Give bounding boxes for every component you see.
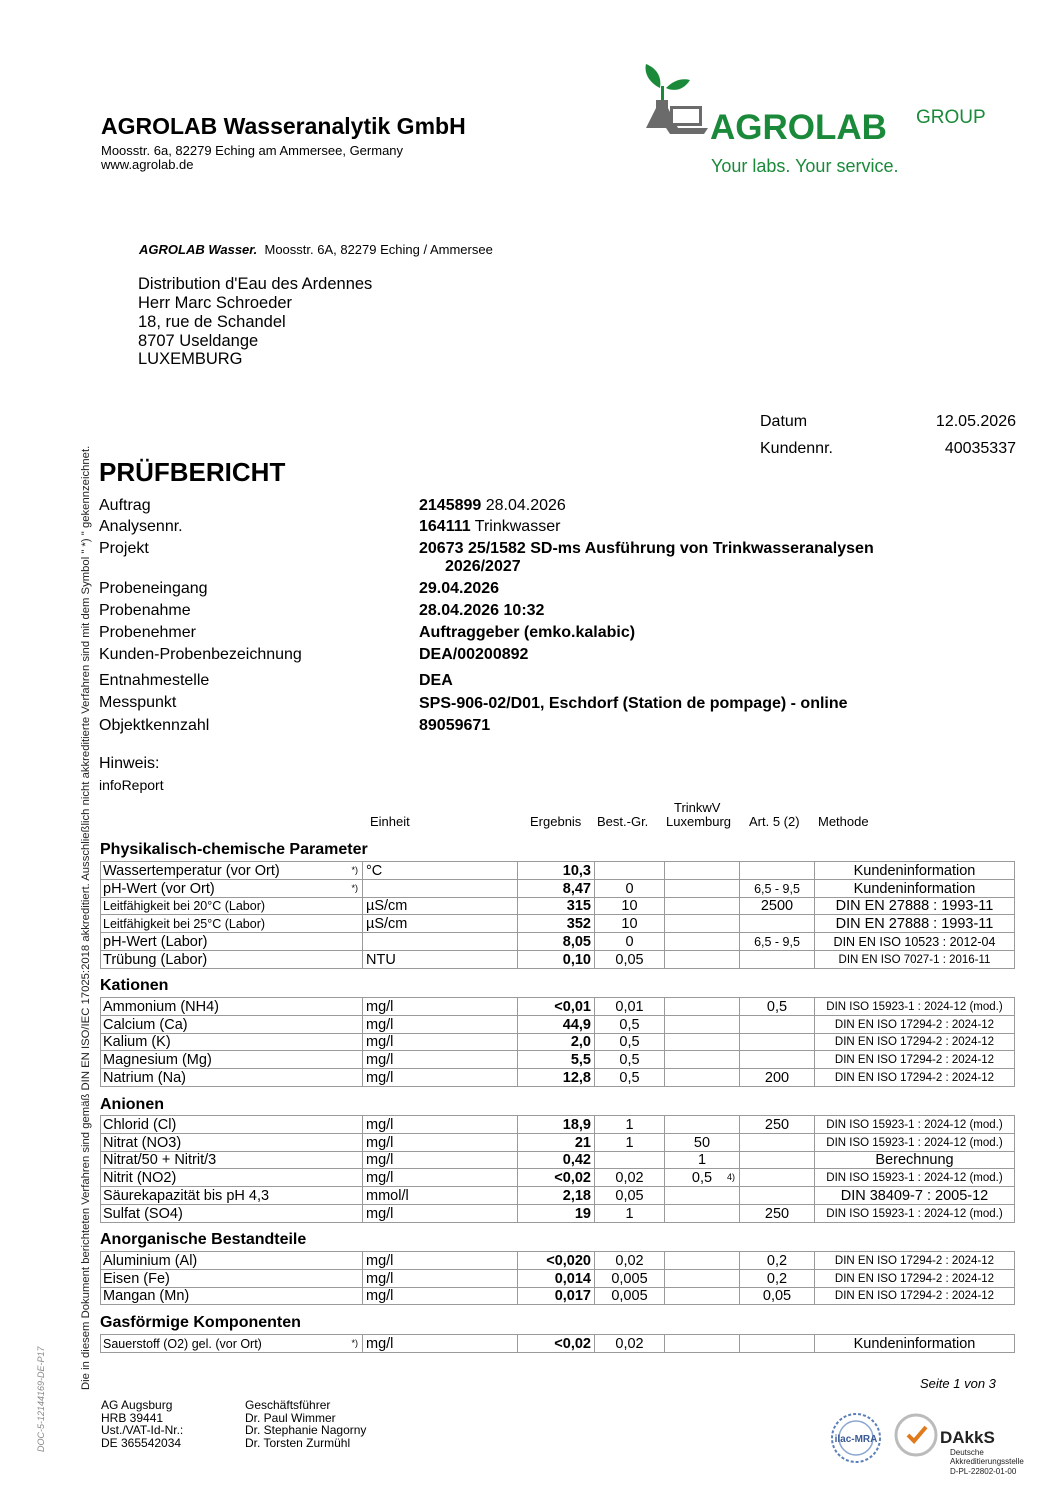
table-anorganische xyxy=(100,1251,1015,1305)
tw-cell xyxy=(665,862,740,880)
result-cell: <0,02 xyxy=(518,1335,595,1353)
project-label: Projekt xyxy=(99,540,149,557)
unit-cell: mg/l xyxy=(363,1133,518,1151)
art-cell xyxy=(740,1187,815,1205)
best-cell xyxy=(595,862,665,880)
table-row xyxy=(101,1335,1015,1353)
method-cell: DIN EN ISO 17294-2 : 2024-12 xyxy=(815,1252,1015,1270)
tw-cell xyxy=(665,1269,740,1287)
result-cell: 10,3 xyxy=(518,862,595,880)
footer-management xyxy=(245,1399,366,1449)
result-cell: 18,9 xyxy=(518,1116,595,1134)
param-name: Natrium (Na) xyxy=(101,1069,363,1087)
footnote-marker: 4) xyxy=(726,1172,735,1183)
tw-cell xyxy=(665,950,740,968)
best-cell: 1 xyxy=(595,1204,665,1222)
param-name: Nitrit (NO2) xyxy=(101,1169,363,1187)
dakks-id: D-PL-22802-01-00 xyxy=(950,1467,1017,1476)
hinweis-value: infoReport xyxy=(99,777,164,793)
table-row xyxy=(101,1252,1015,1270)
tw-cell xyxy=(665,998,740,1016)
footer-register-line: HRB 39441 xyxy=(101,1410,164,1425)
param-name: Mangan (Mn) xyxy=(101,1287,363,1305)
project-line-2: 2026/2027 xyxy=(445,558,521,575)
best-cell: 0,5 xyxy=(595,1069,665,1087)
dakks-name: DAkkS xyxy=(940,1428,995,1447)
art-cell: 0,5 xyxy=(740,998,815,1016)
table-anionen xyxy=(100,1115,1015,1223)
footer-management-line: Dr. Torsten Zurmühl xyxy=(245,1435,351,1450)
param-name: Nitrat/50 + Nitrit/3 xyxy=(101,1151,363,1169)
result-cell: 0,42 xyxy=(518,1151,595,1169)
project-line-1: 20673 25/1582 SD-ms Ausführung von Trinkwasseranalysen xyxy=(419,540,874,557)
sender-address: Moosstr. 6A, 82279 Eching / Ammersee xyxy=(264,242,493,257)
auftrag-label: Auftrag xyxy=(99,497,151,514)
unit-cell: mg/l xyxy=(363,1069,518,1087)
table-row xyxy=(101,1033,1015,1051)
method-cell: DIN ISO 15923-1 : 2024-12 (mod.) xyxy=(815,998,1015,1016)
best-cell: 10 xyxy=(595,897,665,915)
table-physical-chemical xyxy=(100,861,1015,969)
table-row xyxy=(101,915,1015,933)
tw-cell xyxy=(665,915,740,933)
param-name: Aluminium (Al) xyxy=(101,1252,363,1270)
footer-management-line: Geschäftsführer xyxy=(245,1398,331,1412)
date-label: Datum xyxy=(760,413,808,430)
unit-cell: mg/l xyxy=(363,1204,518,1222)
method-cell: DIN ISO 15923-1 : 2024-12 (mod.) xyxy=(815,1204,1015,1222)
agrolab-logo xyxy=(640,58,1000,178)
best-cell: 0,05 xyxy=(595,1187,665,1205)
entnahme-value: DEA xyxy=(419,672,453,689)
table-row xyxy=(101,1133,1015,1151)
table-row xyxy=(101,862,1015,880)
unit-cell: NTU xyxy=(363,950,518,968)
tw-cell xyxy=(665,1069,740,1087)
logo-group: GROUP xyxy=(916,107,986,128)
table-row xyxy=(101,1204,1015,1222)
unit-cell xyxy=(363,933,518,951)
art-cell xyxy=(740,1051,815,1069)
result-cell: 12,8 xyxy=(518,1069,595,1087)
table-row xyxy=(101,933,1015,951)
param-name: pH-Wert (Labor) xyxy=(101,933,363,951)
method-cell: Berechnung xyxy=(815,1151,1015,1169)
art-cell: 250 xyxy=(740,1116,815,1134)
result-cell: <0,01 xyxy=(518,998,595,1016)
method-cell: DIN EN ISO 17294-2 : 2024-12 xyxy=(815,1287,1015,1305)
art-cell xyxy=(740,1133,815,1151)
table-row xyxy=(101,897,1015,915)
address-line-4: 8707 Useldange xyxy=(138,332,259,350)
art-cell: 0,2 xyxy=(740,1269,815,1287)
best-cell: 1 xyxy=(595,1116,665,1134)
unit-cell: µS/cm xyxy=(363,915,518,933)
best-cell: 10 xyxy=(595,915,665,933)
result-cell: 8,47 xyxy=(518,879,595,897)
result-cell: 21 xyxy=(518,1133,595,1151)
method-cell: Kundeninformation xyxy=(815,879,1015,897)
result-cell: 2,18 xyxy=(518,1187,595,1205)
probenehmer-value: Auftraggeber (emko.kalabic) xyxy=(419,624,636,641)
param-name: Magnesium (Mg) xyxy=(101,1051,363,1069)
logo-word: AGROLAB xyxy=(710,108,887,147)
footer-register-line: DE 365542034 xyxy=(101,1435,182,1450)
customer-number-label: Kundennr. xyxy=(760,440,833,457)
tw-cell: 1 xyxy=(665,1151,740,1169)
ilac-text: ilac-MRA xyxy=(834,1434,878,1445)
tw-value: 0,5 xyxy=(691,1170,713,1187)
unit-cell: mg/l xyxy=(363,1051,518,1069)
company-name: AGROLAB Wasseranalytik GmbH xyxy=(101,113,466,139)
col-result-header: Ergebnis xyxy=(530,814,582,829)
method-cell: DIN EN ISO 10523 : 2012-04 xyxy=(815,933,1015,951)
objekt-label: Objektkennzahl xyxy=(99,717,210,734)
entnahme-label: Entnahmestelle xyxy=(99,672,210,689)
result-cell: 352 xyxy=(518,915,595,933)
table-row xyxy=(101,1169,1015,1187)
art-cell xyxy=(740,915,815,933)
footer-register xyxy=(101,1399,183,1449)
table-row xyxy=(101,1116,1015,1134)
unit-cell: mg/l xyxy=(363,1287,518,1305)
art-cell: 2500 xyxy=(740,897,815,915)
param-name: Nitrat (NO3) xyxy=(101,1133,363,1151)
method-cell: DIN 38409-7 : 2005-12 xyxy=(815,1187,1015,1205)
tw-cell xyxy=(665,1287,740,1305)
logo-slogan: Your labs. Your service. xyxy=(711,156,899,176)
table-row xyxy=(101,1069,1015,1087)
auftrag-date: 28.04.2026 xyxy=(485,497,566,514)
report-title: PRÜFBERICHT xyxy=(99,457,286,487)
art-cell xyxy=(740,1151,815,1169)
art-cell xyxy=(740,1335,815,1353)
art-cell: 0,2 xyxy=(740,1252,815,1270)
probenahme-value: 28.04.2026 10:32 xyxy=(419,602,545,619)
method-cell: Kundeninformation xyxy=(815,862,1015,880)
section-anionen: Anionen xyxy=(100,1096,164,1113)
tw-cell xyxy=(665,1015,740,1033)
result-cell: 315 xyxy=(518,897,595,915)
footer-register-line: Ust./VAT-Id-Nr.: xyxy=(101,1423,184,1437)
art-cell: 6,5 - 9,5 xyxy=(740,879,815,897)
unit-cell xyxy=(363,879,518,897)
method-cell: DIN EN ISO 17294-2 : 2024-12 xyxy=(815,1033,1015,1051)
company-website: www.agrolab.de xyxy=(101,157,194,172)
param-name: Leitfähigkeit bei 25°C (Labor) xyxy=(101,915,363,933)
messpunkt-label: Messpunkt xyxy=(99,694,177,711)
tw-cell: 50 xyxy=(665,1133,740,1151)
unit-cell: mg/l xyxy=(363,998,518,1016)
analysis-label: Analysennr. xyxy=(99,518,183,535)
result-cell: 0,10 xyxy=(518,950,595,968)
col-tw-header-top: TrinkwV xyxy=(674,800,721,815)
section-kationen: Kationen xyxy=(100,977,169,994)
footnote-marker: *) xyxy=(351,865,358,875)
method-cell: DIN EN ISO 17294-2 : 2024-12 xyxy=(815,1051,1015,1069)
art-cell xyxy=(740,862,815,880)
sender-name: AGROLAB Wasser. xyxy=(139,242,258,257)
unit-cell: mg/l xyxy=(363,1033,518,1051)
best-cell: 1 xyxy=(595,1133,665,1151)
best-cell: 0,01 xyxy=(595,998,665,1016)
param-name: Säurekapazität bis pH 4,3 xyxy=(101,1187,363,1205)
tw-cell xyxy=(665,1051,740,1069)
table-kationen xyxy=(100,997,1015,1087)
col-unit-header: Einheit xyxy=(370,814,410,829)
footer-management-line: Dr. Stephanie Nagorny xyxy=(245,1423,367,1437)
result-cell: <0,020 xyxy=(518,1252,595,1270)
unit-cell: mg/l xyxy=(363,1151,518,1169)
address-line-1: Distribution d'Eau des Ardennes xyxy=(138,275,373,293)
date-value: 12.05.2026 xyxy=(935,413,1016,430)
param-name: pH-Wert (vor Ort) xyxy=(103,880,215,897)
best-cell: 0 xyxy=(595,879,665,897)
best-cell: 0,005 xyxy=(595,1269,665,1287)
art-cell: 250 xyxy=(740,1204,815,1222)
best-cell: 0,02 xyxy=(595,1169,665,1187)
dakks-logo xyxy=(894,1411,1024,1481)
document-code: DOC-5-12144169-DE-P17 xyxy=(36,1346,46,1452)
address-line-2: Herr Marc Schroeder xyxy=(138,294,293,312)
param-name: Eisen (Fe) xyxy=(101,1269,363,1287)
address-line-5: LUXEMBURG xyxy=(138,350,243,368)
footer-management-line: Dr. Paul Wimmer xyxy=(245,1410,336,1425)
tw-cell xyxy=(665,1204,740,1222)
best-cell: 0,05 xyxy=(595,950,665,968)
table-row xyxy=(101,950,1015,968)
tw-cell xyxy=(665,1116,740,1134)
analysis-value xyxy=(419,518,560,536)
unit-cell: °C xyxy=(363,862,518,880)
tw-cell xyxy=(665,1033,740,1051)
art-cell xyxy=(740,950,815,968)
ilac-mra-logo xyxy=(826,1412,886,1464)
page-number: Seite 1 von 3 xyxy=(920,1376,996,1391)
footnote-marker: *) xyxy=(351,1338,358,1348)
unit-cell: mg/l xyxy=(363,1252,518,1270)
unit-cell: mg/l xyxy=(363,1116,518,1134)
section-anorganische: Anorganische Bestandteile xyxy=(100,1231,307,1248)
result-cell: 8,05 xyxy=(518,933,595,951)
dakks-line-1: Deutsche xyxy=(950,1448,984,1457)
address-line-3: 18, rue de Schandel xyxy=(138,313,286,331)
tw-cell xyxy=(665,1252,740,1270)
analysis-type: Trinkwasser xyxy=(474,518,561,535)
table-gasfoermige xyxy=(100,1334,1015,1353)
kunden-value: DEA/00200892 xyxy=(419,646,529,663)
company-street: Moosstr. 6a, 82279 Eching am Ammersee, Germany xyxy=(101,143,404,158)
method-cell: DIN EN ISO 17294-2 : 2024-12 xyxy=(815,1015,1015,1033)
result-cell: 5,5 xyxy=(518,1051,595,1069)
customer-number-value: 40035337 xyxy=(944,440,1016,457)
param-name: Wassertemperatur (vor Ort) xyxy=(103,862,280,879)
art-cell: 6,5 - 9,5 xyxy=(740,933,815,951)
result-cell: 2,0 xyxy=(518,1033,595,1051)
best-cell xyxy=(595,1151,665,1169)
tw-cell xyxy=(665,897,740,915)
table-row xyxy=(101,1015,1015,1033)
param-name: Calcium (Ca) xyxy=(101,1015,363,1033)
param-name: Leitfähigkeit bei 20°C (Labor) xyxy=(101,897,363,915)
unit-cell: mg/l xyxy=(363,1169,518,1187)
sender-line xyxy=(139,242,493,257)
result-cell: <0,02 xyxy=(518,1169,595,1187)
method-cell: DIN EN ISO 7027-1 : 2016-11 xyxy=(815,950,1015,968)
auftrag-number: 2145899 xyxy=(419,497,482,514)
param-name: Chlorid (Cl) xyxy=(101,1116,363,1134)
probenehmer-label: Probenehmer xyxy=(99,624,196,641)
unit-cell: mg/l xyxy=(363,1269,518,1287)
best-cell: 0,5 xyxy=(595,1051,665,1069)
tw-cell xyxy=(665,933,740,951)
col-tw-header-bottom: Luxemburg xyxy=(666,814,732,829)
tw-cell xyxy=(665,1187,740,1205)
best-cell: 0,02 xyxy=(595,1252,665,1270)
unit-cell: mg/l xyxy=(363,1335,518,1353)
table-row xyxy=(101,1151,1015,1169)
param-name: Trübung (Labor) xyxy=(101,950,363,968)
result-cell: 19 xyxy=(518,1204,595,1222)
table-row xyxy=(101,1287,1015,1305)
objekt-value: 89059671 xyxy=(419,717,491,734)
dakks-line-2: Akkreditierungsstelle xyxy=(950,1457,1024,1466)
method-cell: Kundeninformation xyxy=(815,1335,1015,1353)
art-cell xyxy=(740,1033,815,1051)
param-name: Sauerstoff (O2) gel. (vor Ort) xyxy=(103,1336,262,1351)
best-cell: 0 xyxy=(595,933,665,951)
hinweis-label: Hinweis: xyxy=(99,755,160,772)
tw-cell xyxy=(665,1335,740,1353)
unit-cell: µS/cm xyxy=(363,897,518,915)
param-name: Sulfat (SO4) xyxy=(101,1204,363,1222)
table-row xyxy=(101,879,1015,897)
unit-cell: mmol/l xyxy=(363,1187,518,1205)
art-cell: 0,05 xyxy=(740,1287,815,1305)
method-cell: DIN EN ISO 17294-2 : 2024-12 xyxy=(815,1269,1015,1287)
method-cell: DIN EN 27888 : 1993-11 xyxy=(815,915,1015,933)
method-cell: DIN EN ISO 17294-2 : 2024-12 xyxy=(815,1069,1015,1087)
footer-register-line: AG Augsburg xyxy=(101,1398,173,1412)
section-gasfoermige: Gasförmige Komponenten xyxy=(100,1314,301,1331)
probeneingang-value: 29.04.2026 xyxy=(419,580,500,597)
col-best-header: Best.-Gr. xyxy=(597,814,649,829)
probenahme-label: Probenahme xyxy=(99,602,191,619)
best-cell: 0,005 xyxy=(595,1287,665,1305)
art-cell xyxy=(740,1015,815,1033)
col-art-header: Art. 5 (2) xyxy=(749,814,800,829)
table-row xyxy=(101,1269,1015,1287)
table-row xyxy=(101,1051,1015,1069)
tw-cell xyxy=(665,879,740,897)
kunden-label: Kunden-Probenbezeichnung xyxy=(99,646,302,663)
method-cell: DIN EN 27888 : 1993-11 xyxy=(815,897,1015,915)
probeneingang-label: Probeneingang xyxy=(99,580,208,597)
best-cell: 0,5 xyxy=(595,1015,665,1033)
best-cell: 0,5 xyxy=(595,1033,665,1051)
col-method-header: Methode xyxy=(818,814,869,829)
result-cell: 44,9 xyxy=(518,1015,595,1033)
footnote-marker: *) xyxy=(351,882,358,893)
param-name: Kalium (K) xyxy=(101,1033,363,1051)
messpunkt-value: SPS-906-02/D01, Eschdorf (Station de pompage) - online xyxy=(419,695,848,712)
method-cell: DIN ISO 15923-1 : 2024-12 (mod.) xyxy=(815,1116,1015,1134)
param-name: Ammonium (NH4) xyxy=(101,998,363,1016)
result-cell: 0,014 xyxy=(518,1269,595,1287)
best-cell: 0,02 xyxy=(595,1335,665,1353)
art-cell: 200 xyxy=(740,1069,815,1087)
table-row xyxy=(101,1187,1015,1205)
accreditation-side-note: Die in diesem Dokument berichteten Verfahren sind gemäß DIN EN ISO/IEC 17025:2018 akkreditiert. Ausschließlich nicht akkreditierte Verfahren sind mit dem Symbol " *) " gekennzeichnet. xyxy=(80,445,92,1390)
auftrag-value xyxy=(419,497,566,515)
analysis-number: 164111 xyxy=(419,518,471,535)
method-cell: DIN ISO 15923-1 : 2024-12 (mod.) xyxy=(815,1133,1015,1151)
section-physical-chemical: Physikalisch-chemische Parameter xyxy=(100,841,368,858)
table-row xyxy=(101,998,1015,1016)
method-cell: DIN ISO 15923-1 : 2024-12 (mod.) xyxy=(815,1169,1015,1187)
unit-cell: mg/l xyxy=(363,1015,518,1033)
art-cell xyxy=(740,1169,815,1187)
result-cell: 0,017 xyxy=(518,1287,595,1305)
